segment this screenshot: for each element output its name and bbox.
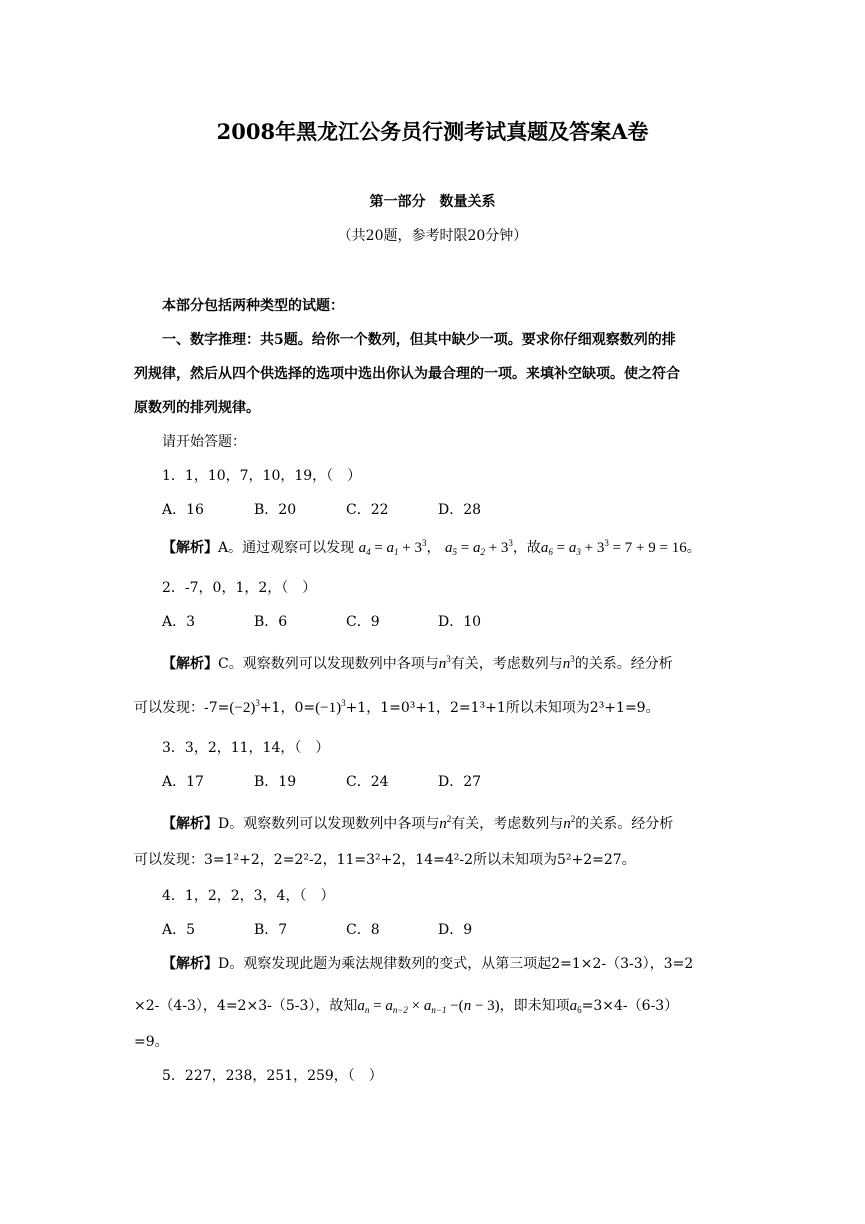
explanation-text: =3×4-（6-3） (581, 998, 679, 1014)
question-5-stem: 5．227，238，251，259，（ ） (162, 1068, 383, 1084)
instruction-line-1: 一、数字推理：共5题。给你一个数列，但其中缺少一项。要求你仔细观察数列的排 (162, 332, 676, 348)
explanation-text: A。通过观察可以发现 (218, 540, 355, 556)
explanation-text: ，即未知项 (499, 998, 570, 1014)
explanation-text: ×2-（4-3），4=2×3-（5-3），故知 (134, 998, 358, 1014)
formula: $(-2)^3$ (229, 698, 260, 716)
section-note: （共20题，参考时限20分钟） (337, 228, 528, 244)
option-b: B．7 (254, 922, 288, 938)
section-heading: 第一部分 数量关系 (369, 194, 496, 210)
explanation-text: ， (426, 540, 441, 556)
instruction-line-3: 原数列的排列规律。 (134, 400, 260, 416)
page-title: 2008年黑龙江公务员行测考试真题及答案A卷 (216, 119, 649, 144)
question-2-explanation-line-1 (162, 654, 673, 674)
start-prompt: 请开始答题： (162, 434, 246, 450)
formula: $a_n = a_{n-2} \times a_{n-1} -(n - 3)$ (357, 998, 500, 1015)
formula: $a_6$ (569, 998, 582, 1015)
option-c: C．22 (346, 502, 389, 518)
option-b: B．20 (254, 502, 297, 518)
option-a: A．3 (162, 614, 196, 630)
option-d: D．9 (438, 922, 473, 938)
option-a: A．16 (162, 502, 204, 518)
question-1-stem: 1．1，10，7，10，19，（ ） (162, 468, 362, 484)
explanation-text: 。 (686, 540, 701, 556)
question-4-explanation-line-2 (134, 996, 678, 1016)
question-1-explanation (162, 538, 701, 558)
question-3-explanation-line-2: 可以发现：3=1²+2，2=2²-2，11=3²+2，14=4²-2所以未知项为5²+2=27。 (134, 852, 636, 868)
question-4-explanation-line-3: =9。 (134, 1034, 169, 1050)
option-b: B．6 (254, 614, 288, 630)
option-c: C．8 (346, 922, 380, 938)
option-d: D．28 (438, 502, 482, 518)
option-a: A．17 (162, 774, 204, 790)
option-b: B．19 (254, 774, 297, 790)
option-d: D．10 (438, 614, 482, 630)
jiexi-label: 【解析】 (162, 540, 218, 556)
formula: $n^3$ (438, 654, 451, 672)
question-3-stem: 3．3，2，11，14，（ ） (162, 740, 330, 756)
explanation-text: 可以发现：-7= (134, 700, 230, 716)
explanation-text: +1，0= (259, 700, 316, 716)
option-c: C．24 (346, 774, 389, 790)
jiexi-label: 【解析】 (162, 956, 218, 972)
jiexi-label: 【解析】 (162, 656, 218, 672)
question-4-options (0, 920, 865, 940)
formula: $(-1)^3$ (315, 698, 346, 716)
question-2-explanation-line-2 (134, 698, 660, 718)
explanation-text: C。观察数列可以发现数列中各项与 (218, 656, 439, 672)
question-2-options (0, 612, 865, 632)
formula: $a_4 = a_1 + 3^3$ (358, 538, 427, 557)
question-2-stem: 2．-7，0，1，2，（ ） (162, 580, 317, 596)
formula: $n^2$ (439, 814, 452, 832)
explanation-text: D。观察发现此题为乘法规律数列的变式，从第三项起2=1×2-（3-3），3=2 (218, 956, 694, 972)
explanation-text: 的关系。经分析 (575, 816, 674, 832)
explanation-text: 有关，考虑数列与 (450, 656, 563, 672)
explanation-text: ，故 (512, 540, 541, 556)
explanation-text: D。观察数列可以发现数列中各项与 (218, 816, 440, 832)
formula: $a_5 = a_2 + 3^3$ (444, 538, 513, 557)
question-4-stem: 4．1，2，2，3，4，（ ） (162, 888, 335, 904)
question-3-options (0, 772, 865, 792)
option-a: A．5 (162, 922, 196, 938)
explanation-text: +1，1=0³+1，2=1³+1所以未知项为2³+1=9。 (345, 700, 660, 716)
formula: $n^3$ (562, 654, 575, 672)
formula: $n^2$ (563, 814, 576, 832)
explanation-text: 的关系。经分析 (574, 656, 673, 672)
option-d: D．27 (438, 774, 482, 790)
instruction-line-2: 列规律，然后从四个供选择的选项中选出你认为最合理的一项。来填补空缺项。使之符合 (134, 366, 680, 382)
question-4-explanation-line-1 (162, 954, 693, 974)
formula: $a_6 = a_3 + 3^3 = 7 + 9 = 16$ (540, 538, 687, 557)
explanation-text: 有关，考虑数列与 (451, 816, 564, 832)
option-c: C．9 (346, 614, 380, 630)
jiexi-label: 【解析】 (162, 816, 218, 832)
question-1-options (0, 500, 865, 520)
intro-types: 本部分包括两种类型的试题： (162, 298, 344, 314)
question-3-explanation-line-1 (162, 814, 673, 834)
